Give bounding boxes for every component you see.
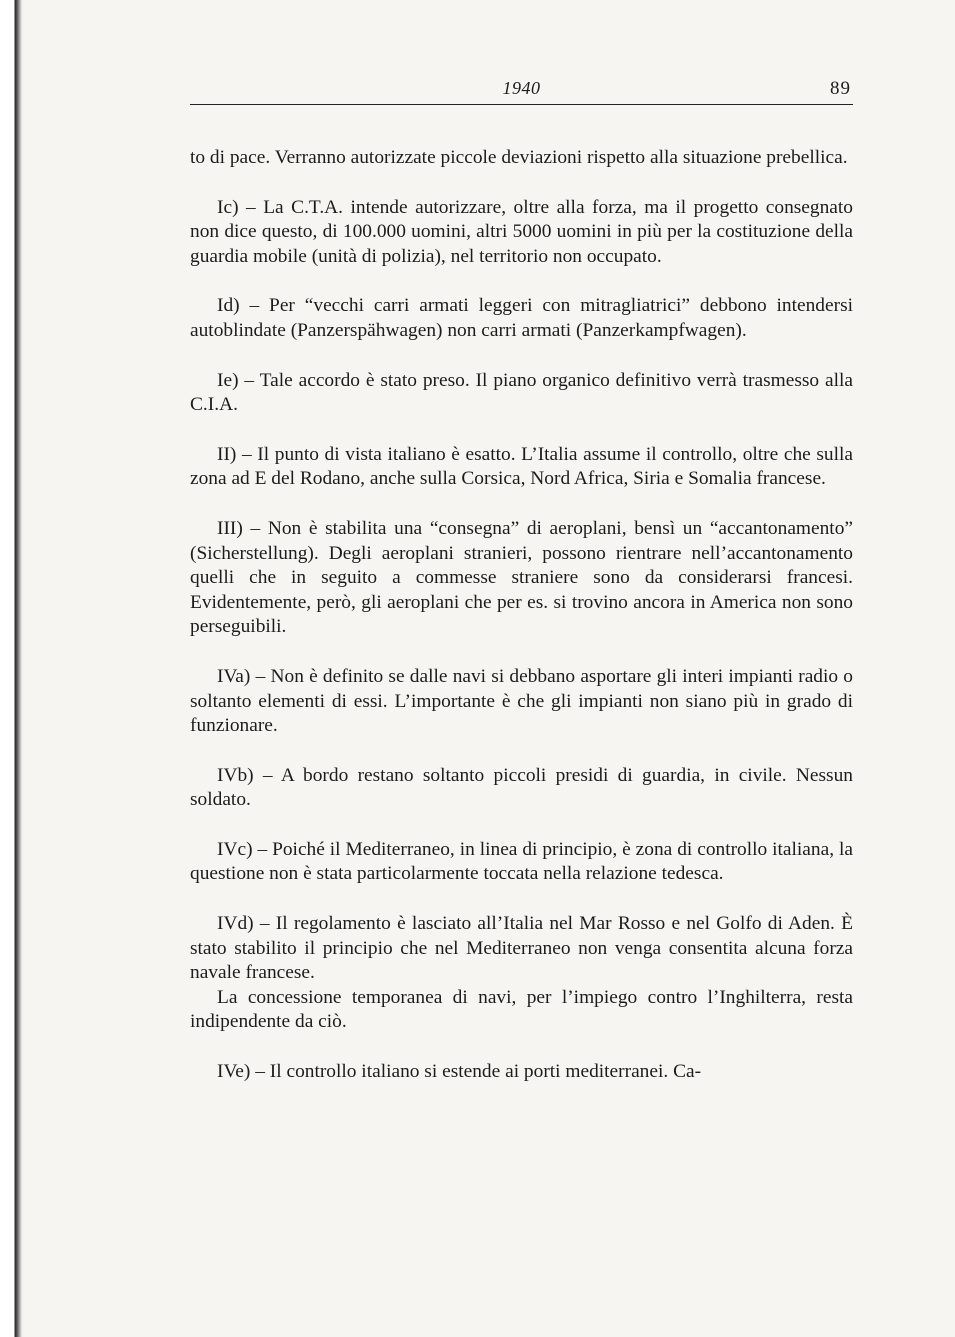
page-binding-edge	[0, 0, 26, 1337]
paragraph-id: Id) – Per “vecchi carri armati leggeri con mitragliatrici” debbono intendersi autoblindate (Panzerspähwagen) non carri armati (Panzerkampfwagen).	[190, 295, 853, 341]
paragraph-ivd: IVd) – Il regolamento è lasciato all’Italia nel Mar Rosso e nel Golfo di Aden. È stato stabilito il principio che nel Mediterraneo non venga consentita alcuna forza navale francese.	[190, 913, 853, 984]
paragraph-iva: IVa) – Non è definito se dalle navi si debbano asportare gli interi impianti radio o soltanto elementi di essi. L’importante è che gli impianti non siano più in grado di funzionare.	[190, 665, 853, 737]
paragraph-iii: III) – Non è stabilita una “consegna” di aeroplani, bensì un “accantonamento” (Sicherstellung). Degli aeroplani stranieri, possono rientrare nell’accantonamento quelli che in seguito a commesse straniere sono da considerarsi francesi. Evidentemente, però, gli aeroplani che per es. si trovino ancora in America non sono perseguibili.	[190, 517, 853, 638]
paragraph-ic: Ic) – La C.T.A. intende autorizzare, oltre alla forza, ma il progetto consegnato non dice questo, di 100.000 uomini, altri 5000 uomini in più per la costituzione della guardia mobile (unità di polizia), nel territorio non occupato.	[190, 196, 853, 267]
paragraph-ivc: IVc) – Poiché il Mediterraneo, in linea di principio, è zona di controllo italiana, la questione non è stata particolarmente toccata nella relazione tedesca.	[190, 838, 853, 885]
running-header	[190, 76, 853, 105]
running-title: 1940	[502, 78, 541, 98]
paragraph-ii: II) – Il punto di vista italiano è esatto. L’Italia assume il controllo, oltre che sulla zona ad E del Rodano, anche sulla Corsica, Nord Africa, Siria e Somalia francese.	[190, 443, 853, 490]
paragraph-continuation: to di pace. Verranno autorizzate piccole deviazioni rispetto alla situazione prebellica.	[190, 147, 848, 168]
paragraph-ie: Ie) – Tale accordo è stato preso. Il piano organico definitivo verrà trasmesso alla C.I.A.	[190, 369, 853, 416]
page-number: 89	[830, 78, 851, 99]
paragraph-ivb: IVb) – A bordo restano soltanto piccoli presidi di guardia, in civile. Nessun soldato.	[190, 764, 853, 811]
paragraph-ivd-continued: La concessione temporanea di navi, per l’impiego contro l’Inghilterra, resta indipendente da ciò.	[190, 986, 853, 1033]
paragraph-ive: IVe) – Il controllo italiano si estende ai porti mediterranei. Ca-	[217, 1061, 702, 1083]
body-text	[190, 146, 853, 1085]
